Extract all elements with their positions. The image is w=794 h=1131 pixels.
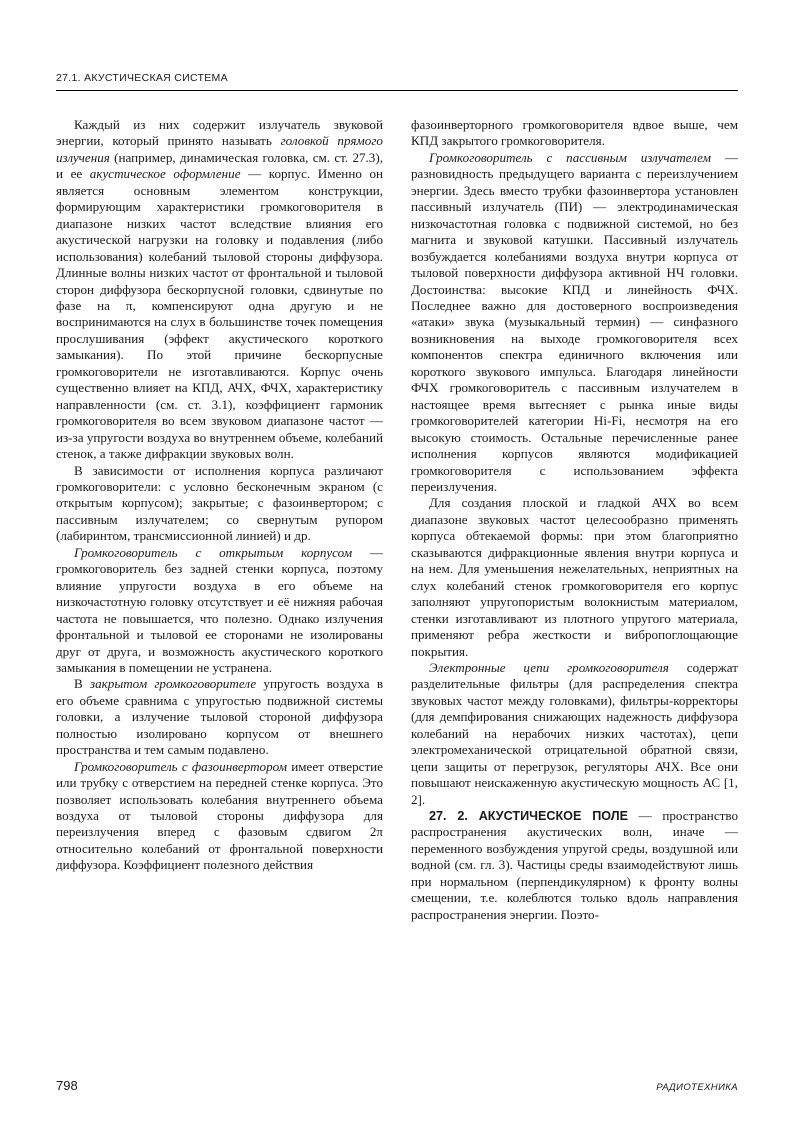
emphasis-text: Электронные цепи громкоговорителя [429,659,669,675]
body-paragraph [411,150,738,496]
two-column-body [56,117,738,1022]
publisher-imprint: РАДИОТЕХНИКА [656,1082,738,1093]
body-paragraph [56,463,383,545]
left-column [56,117,383,1022]
body-text: имеет отверстие или трубку с отверстием на передней стенке корпуса. Это позволяет использовать колебания внутреннего объема воздуха от тыловой стороны диффузора для переизлучения вперед с фазовым сдвигом 2π относительно колебаний от фронтальной поверхности диффузора. Коэффициент полезного действия [56,758,383,873]
body-text: содержат разделительные фильтры (для распределения спектра звуковых частот между головками), фильтры-корректоры (для демпфирования снижающих надежность диффузора колебаний на нерабочих низких частотах), цепи электромеханической отрицательной обратной связи, цепи защиты от перегрузок, регуляторы АЧХ. Все они повышают неискаженную акустическую мощность АС [1, 2]. [411,659,738,807]
body-paragraph [56,676,383,758]
body-text: Каждый из них содержит излучатель звуковой энергии, который принято называть [56,117,383,149]
body-paragraph [411,117,738,150]
header-rule [56,90,738,91]
body-text: фазоинверторного громкоговорителя вдвое выше, чем КПД закрытого громкоговорителя. [411,117,738,149]
emphasis-text: Громкоговоритель с пассивным излучателем [429,149,712,165]
page-footer [56,1078,738,1093]
emphasis-text: головкой прямого излучения [56,133,383,165]
emphasis-text: акустическое оформление [89,166,241,182]
body-paragraph [56,759,383,874]
body-paragraph [56,545,383,677]
body-paragraph [56,117,383,463]
section-heading: 27. 2. АКУСТИЧЕСКОЕ ПОЛЕ [429,809,628,824]
body-paragraph [411,495,738,660]
running-head: 27.1. АКУСТИЧЕСКАЯ СИСТЕМА [56,72,228,84]
body-text: В зависимости от исполнения корпуса различают громкоговорители: с условно бесконечным экраном (с открытым корпусом); закрытые; с фазоинвертором; с пассивным излучателем; со свернутым рупором (лабиринтом, трансмиссионной линией) и др. [56,462,383,544]
body-text: — пространство распространения акустических волн, иначе — переменного возбуждения упругой среды, воздушной или водной (см. гл. 3). Частицы среды взаимодействуют лишь при нормальном (перпендикулярном) к фронту волны смещении, т.е. колеблются только вдоль направления распространения энергии. Поэто- [411,808,738,922]
page-number: 798 [56,1078,78,1093]
body-text: упругость воздуха в его объеме сравнима с упругостью подвижной системы головки, а излучение тыловой стороной диффузора полностью изолировано корпусом от внешнего пространства и тем самым подавлено. [56,676,383,758]
body-text: — громкоговоритель без задней стенки корпуса, поэтому влияние упругости воздуха в его объеме на низкочастотную головку отсутствует и её нижняя рабочая частота не повышается, что полезно. Однако излучения фронтальной и тыловой ее сторонами не изолированы друг от друга, и возможность акустического короткого замыкания в помещении не устранена. [56,544,383,675]
emphasis-text: закрытом громкоговорителе [90,676,257,692]
body-text: В [74,676,90,692]
emphasis-text: Громкоговоритель с открытым корпусом [74,544,353,560]
body-paragraph [411,660,738,808]
emphasis-text: Громкоговоритель с фазоинвертором [74,758,288,774]
right-column [411,117,738,1022]
body-text: — корпус. Именно он является основным элементом конструкции, формирующим характеристики громкоговорителя в диапазоне низких частот вследствие влияния его акустической нагрузки на головку и подавления (либо использования) колебаний тыловой стороны диффузора. Длинные волны низких частот от фронтальной и тыловой сторон диффузора бескорпусной головки, сдвинутые по фазе на π, компенсируют одна другую и не воспринимаются на слух в большинстве точек помещения прослушивания (эффект акустического короткого замыкания). По этой причине бескорпусные громкоговорители не изготавливаются. Корпус очень существенно влияет на КПД, АЧХ, ФЧХ, характеристику направленности (см. ст. 3.1), коэффициент гармоник громкоговорителя во всем звуковом диапазоне частот — из-за упругости воздуха во внутреннем объеме, колебаний стенок, а также дифракции звуковых волн. [56,166,383,462]
body-text: (например, динамическая головка, см. ст. 27.3), и ее [56,149,383,182]
body-paragraph [411,808,738,923]
body-text: Для создания плоской и гладкой АЧХ во всем диапазоне звуковых частот целесообразно применять корпуса обтекаемой формы: при этом благоприятно сказываются дифракционные явления внутри корпуса и на нем. Для уменьшения нежелательных, неприятных на слух колебаний стенок громкоговорителя его корпус заполняют упругопористым волокнистым материалом, стенки изготавливают из плотного упругого материала, применяют ребра жесткости и вибропоглощающие покрытия. [411,495,738,659]
body-text: — разновидность предыдущего варианта с переизлучением энергии. Здесь вместо трубки фазоинвертора установлен пассивный излучатель (ПИ) — электродинамическая низкочастотная головка с подвижной системой, но без магнита и звуковой катушки. Пассивный излучатель возбуждается колебаниями воздуха внутри корпуса от тыловой поверхности диффузора активной НЧ головки. Достоинства: высокие КПД и линейность ФЧХ. Последнее важно для достоверного воспроизведения «атаки» звука (музыкальный термин) — синфазного возникновения на выходе громкоговорителя всех компонентов спектра единичного включения или короткого звукового импульса. Благодаря линейности ФЧХ громкоговоритель с пассивным излучателем в настоящее время вытесняет с рынка иные виды громкоговорителей категории Hi-Fi, несмотря на его высокую стоимость. Остальные перечисленные ранее исполнения корпусов являются модификацией громкоговорителя с использованием эффекта переизлучения. [411,149,738,494]
